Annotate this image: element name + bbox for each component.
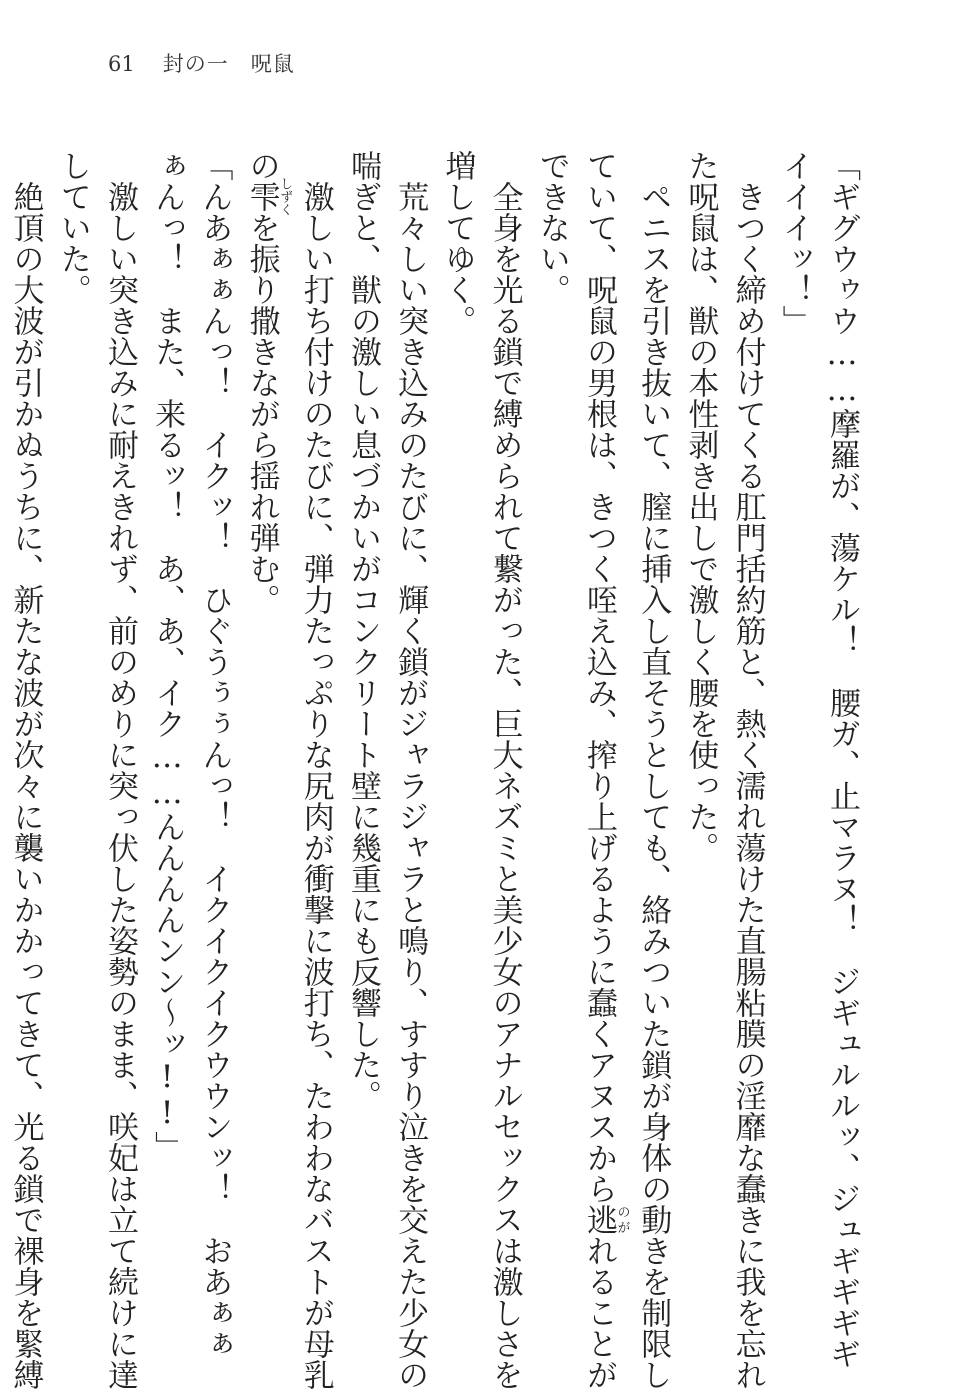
text-line: の雫しずくを振り撒きながら揺れ弾む。 xyxy=(243,150,293,615)
page-header xyxy=(108,48,295,88)
text-line: ペニスを引き抜いて、膣に挿入し直そうとしても、絡みついた鎖が身体の動きを制限し xyxy=(635,150,672,1390)
text-line: た呪鼠は、獣の本性剥き出しで激しく腰を使った。 xyxy=(682,150,719,863)
text-line: 激しい打ち付けのたびに、弾力たっぷりな尻肉が衝撃に波打ち、たわわなバストが母乳 xyxy=(297,150,334,1390)
text-line: 激しい突き込みに耐えきれず、前のめりに突っ伏した姿勢のまま、咲妃は立て続けに達 xyxy=(101,150,138,1390)
text-line: していた。 xyxy=(54,150,91,305)
page-number: 61 xyxy=(108,52,135,76)
ruby-annotation: 雫しずく xyxy=(243,177,293,216)
text-line: 絶頂の大波が引かぬうちに、新たな波が次々に襲いかかってきて、光る鎖で裸身を緊縛 xyxy=(7,150,44,1390)
text-line: 全身を光る鎖で縛められて繋がった、巨大ネズミと美少女のアナルセックスは激しさを xyxy=(486,150,523,1390)
text-line: きつく締め付けてくる肛門括約筋と、熱く濡れ蕩けた直腸粘膜の淫靡な蠢きに我を忘れ xyxy=(729,150,766,1390)
ruby-reading: のが xyxy=(614,1204,630,1235)
text-line: 増してゆく。 xyxy=(439,150,476,336)
text-line: 「んあぁぁんっ！ イクッ！ ひぐうぅぅんっ！ イクイクイクウウンッ！ おあぁぁ xyxy=(196,150,233,1359)
text-line: 喘ぎと、獣の激しい息づかいがコンクリート壁に幾重にも反響した。 xyxy=(344,150,381,1111)
ruby-annotation: 逃のが xyxy=(580,1204,630,1235)
text-line: ていて、呪鼠の男根は、きつく咥え込み、搾り上げるように蠢くアヌスから逃のがれることが xyxy=(580,150,630,1390)
vertical-body-text xyxy=(7,150,865,1390)
text-line: できない。 xyxy=(533,150,570,305)
ruby-reading: しずく xyxy=(277,177,293,216)
running-title: 封の一 呪鼠 xyxy=(162,52,295,76)
text-line: 「ギグウゥウ……摩羅が、蕩ケル！ 腰ガ、止マラヌ！ ジギュルルッ、ジュギギギギ xyxy=(824,150,860,1369)
text-line: 荒々しい突き込みのたびに、輝く鎖がジャラジャラと鳴り、すすり泣きを交えた少女の xyxy=(392,150,429,1390)
text-line: イイイッ！」 xyxy=(776,150,813,336)
text-line: ぁんっ！ また、来るッ！ あ、あ、イク……んんんんンン〜ッ!!」 xyxy=(149,150,186,1162)
